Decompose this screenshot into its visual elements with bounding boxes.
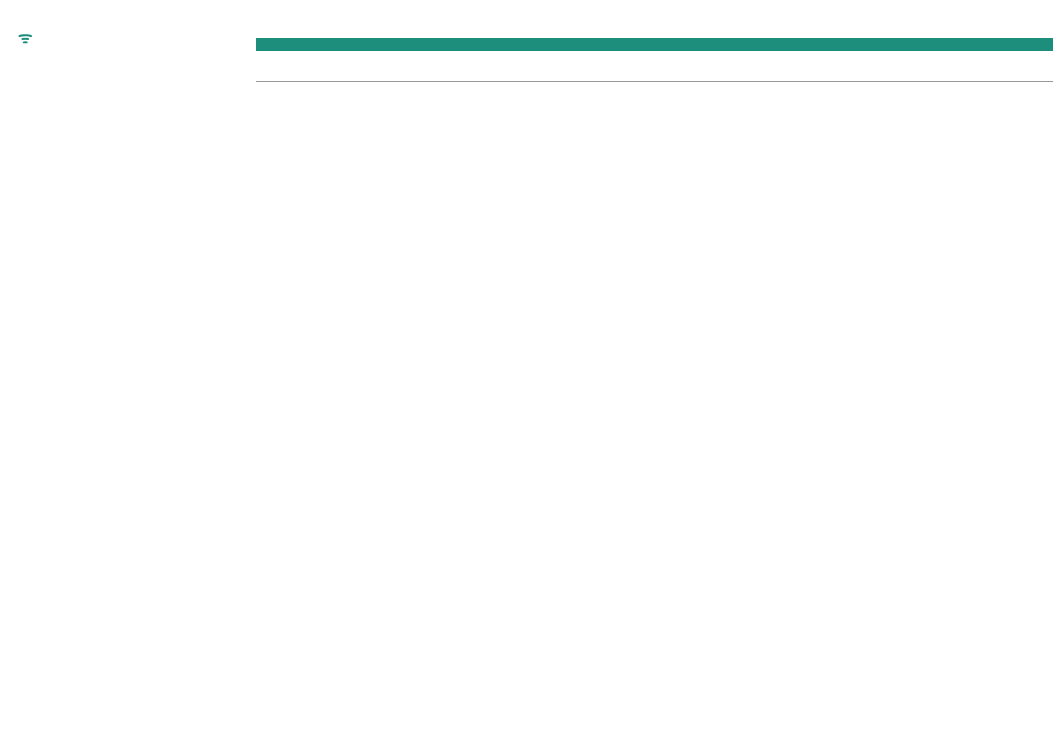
header-divider xyxy=(256,81,1053,82)
brand-logo xyxy=(18,26,33,48)
hana-icon: ᯤ xyxy=(18,28,33,47)
page-subtitle xyxy=(256,38,1053,51)
